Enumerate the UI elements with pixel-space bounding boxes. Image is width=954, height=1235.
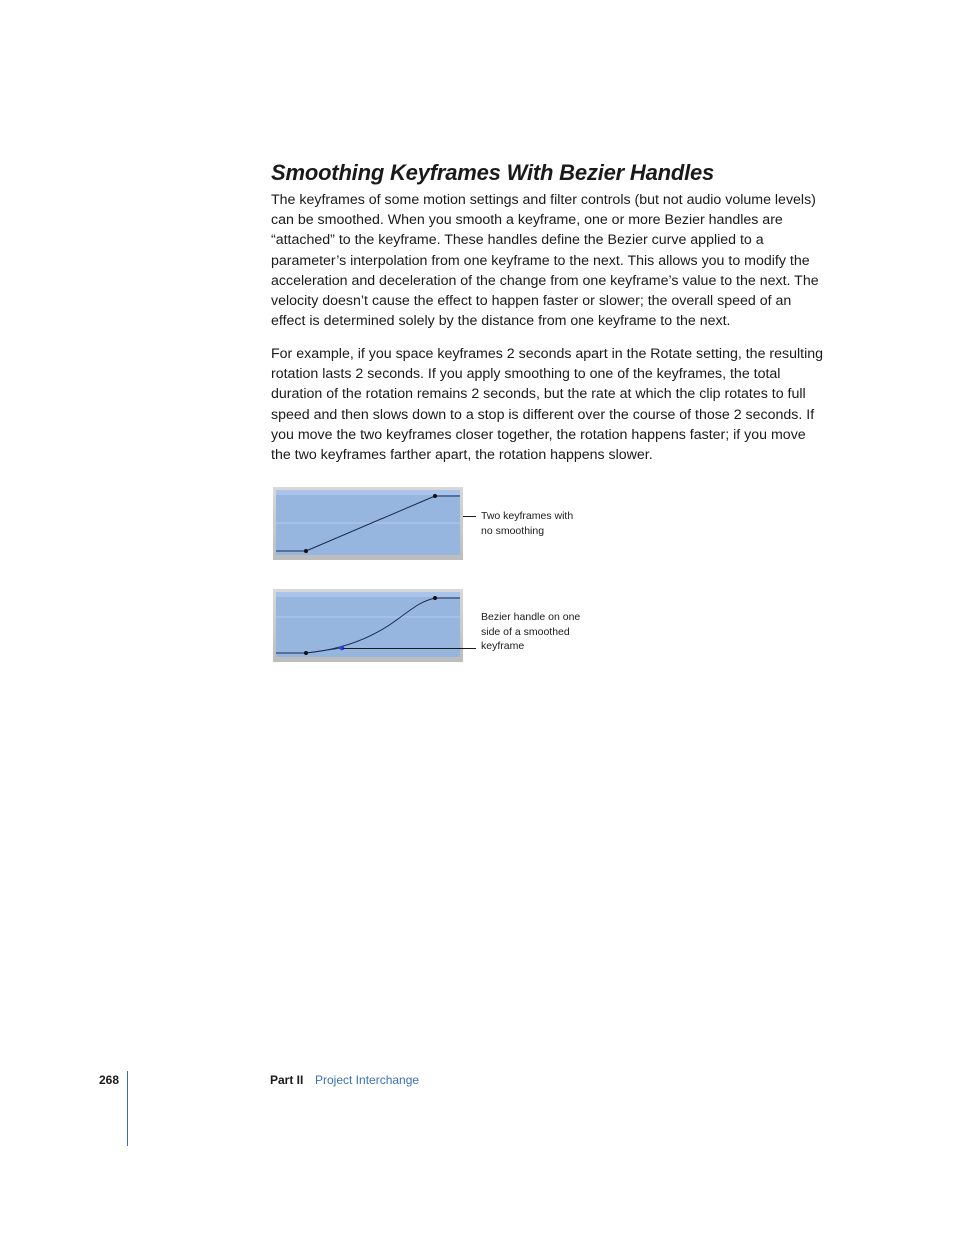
graph-top-band: [276, 490, 460, 495]
keyframe-graph-linear: [273, 487, 463, 560]
footer-divider: [127, 1071, 128, 1146]
callout-label-linear: Two keyframes with no smoothing: [481, 510, 574, 537]
body-paragraph-1: The keyframes of some motion settings and filter controls (but not audio volume levels) can be smoothed. When you smooth a keyframe, one or more Bezier handles are “attached” to the keyframe. These handles define the Bezier curve applied to a parameter’s interpolation from one keyframe to the next. This allows you to modify the acceleration and deceleration of the change from one keyframe’s value to the next. The velocity doesn’t cause the effect to happen faster or slower; the overall speed of an effect is determined solely by the distance from one keyframe to the next.: [271, 192, 819, 330]
keyframe-point[interactable]: [433, 596, 437, 600]
callout-leader-line: [463, 516, 476, 517]
footer-part-label: Part II: [270, 1073, 304, 1087]
callout-label-smoothed: Bezier handle on one side of a smoothed keyframe: [481, 611, 581, 653]
graph-top-band: [276, 592, 460, 597]
callout-leader-line: [343, 648, 476, 649]
keyframe-graph-smoothed: [273, 589, 463, 662]
page-number: 268: [99, 1073, 120, 1087]
keyframe-point[interactable]: [433, 494, 437, 498]
footer-section-link[interactable]: Project Interchange: [315, 1073, 420, 1087]
body-paragraph-2: For example, if you space keyframes 2 seconds apart in the Rotate setting, the resulting rotation lasts 2 seconds. If you apply smoothing to one of the keyframes, the total duration of the rotation remains 2 seconds, but the rate at which the clip rotates to full speed and then slows down to a stop is different over the course of those 2 seconds. If you move the two keyframes closer together, the rotation happens faster; if you move the two keyframes farther apart, the rotation happens slower.: [271, 346, 824, 464]
keyframe-point[interactable]: [304, 549, 308, 553]
section-heading: Smoothing Keyframes With Bezier Handles: [271, 160, 715, 185]
keyframe-point[interactable]: [304, 651, 308, 655]
